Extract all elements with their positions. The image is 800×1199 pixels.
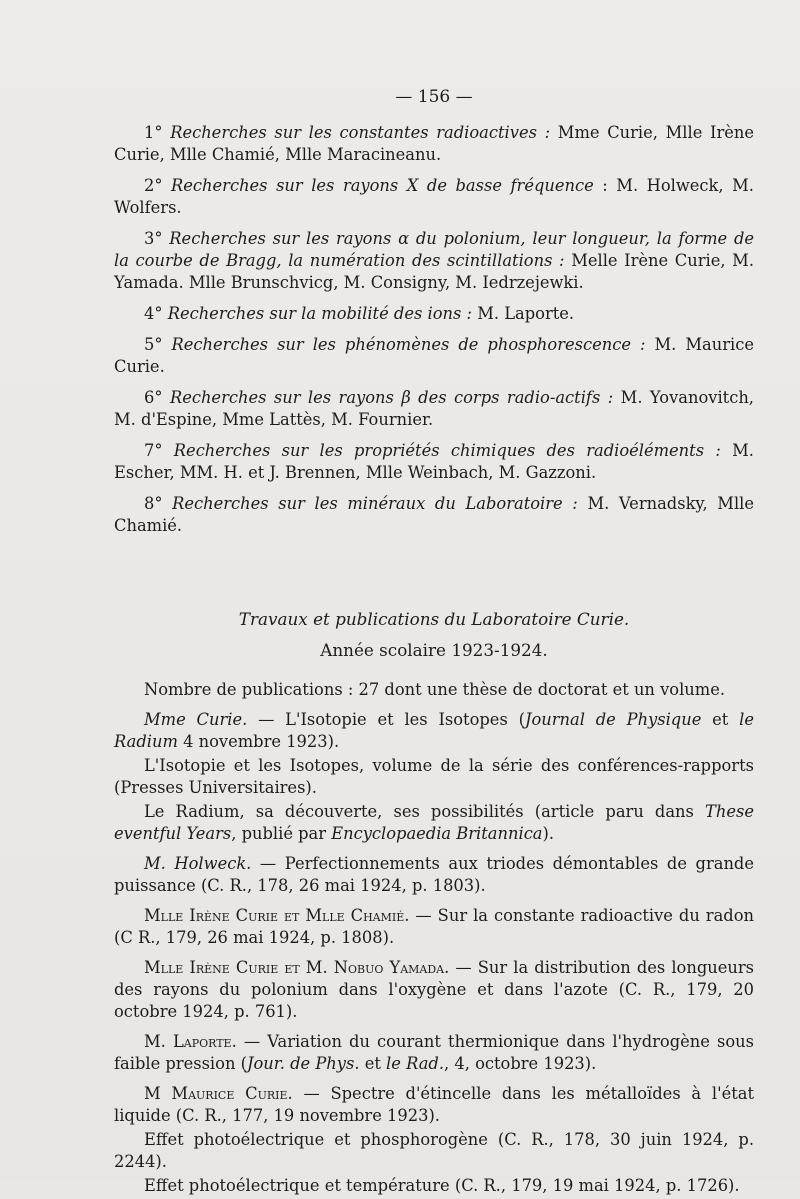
research-item — [114, 175, 754, 219]
item-title: Recherches sur les propriétés chimiques des radioéléments : — [173, 441, 721, 460]
section-title: Travaux et publications du Laboratoire Curie. — [238, 609, 630, 629]
section-gap — [114, 546, 754, 608]
pub-journal: le Rad. — [386, 1054, 445, 1073]
pub-text: — Sur la distribution des longueurs des rayons du polonium dans l'oxygène et dans l'azote (C. R., 179, 20 octobre 1924, p. 761). — [114, 958, 754, 1021]
item-title: Recherches sur les phénomènes de phosphorescence : — [171, 335, 646, 354]
pub-author: M. Laporte. — [144, 1032, 237, 1051]
pub-journal: Encyclopaedia Britannica — [331, 824, 543, 843]
item-title: Recherches sur les rayons β des corps radio-actifs : — [169, 388, 614, 407]
research-item — [114, 122, 754, 166]
pub-journal: Jour. de Phys. — [246, 1054, 360, 1073]
research-item — [114, 228, 754, 294]
page-content — [114, 86, 754, 1199]
pub-text: 4 novembre 1923). — [177, 732, 340, 751]
publication-entry — [114, 1031, 754, 1075]
pub-journal: le Radium — [114, 710, 754, 751]
item-title: Recherches sur les minéraux du Laboratoire : — [172, 494, 578, 513]
pub-text: — Variation du courant thermionique dans l'hydrogène sous faible pression ( — [114, 1032, 754, 1073]
item-number: 7° — [144, 441, 163, 460]
research-item — [114, 334, 754, 378]
pub-author: M Maurice Curie. — [144, 1084, 293, 1103]
pub-journal: Journal de Physique — [524, 710, 702, 729]
pub-text: Le Radium, sa découverte, ses possibilités (article paru dans — [144, 802, 706, 821]
item-number: 6° — [144, 388, 163, 407]
pub-text: — L'Isotopie et les Isotopes ( — [247, 710, 525, 729]
research-item — [114, 387, 754, 431]
research-item — [114, 440, 754, 484]
item-title: Recherches sur les constantes radioactives : — [170, 123, 551, 142]
pub-text: , publié par — [231, 824, 332, 843]
pub-text: et — [701, 710, 740, 729]
publication-entry — [114, 957, 754, 1023]
item-number: 5° — [144, 335, 163, 354]
item-people: : M. Holweck, M. Wolfers. — [114, 176, 754, 217]
pub-author: Mlle Irène Curie et M. Nobuo Yamada. — [144, 958, 450, 977]
pub-author: Mme Curie. — [144, 710, 248, 729]
item-number: 8° — [144, 494, 163, 513]
page-number: — 156 — — [395, 87, 473, 107]
item-number: 4° — [144, 304, 163, 323]
publication-entry — [114, 801, 754, 845]
item-title: Recherches sur les rayons X de basse fréquence — [171, 176, 594, 195]
research-list — [114, 122, 754, 537]
pub-text: — Sur la constante radioactive du radon (C R., 179, 26 mai 1924, p. 1808). — [114, 906, 754, 947]
section-year: Année scolaire 1923-1924. — [320, 640, 548, 660]
publication-entry: Effet photoélectrique et température (C. R., 179, 19 mai 1924, p. 1726). — [144, 1176, 740, 1195]
item-number: 3° — [144, 229, 163, 248]
pub-text: — Spectre d'étincelle dans les métalloïdes à l'état liquide (C. R., 177, 19 novembre 1923). — [114, 1084, 754, 1125]
publication-entry — [114, 709, 754, 753]
item-people: M. Maurice Curie. — [114, 335, 754, 376]
pub-text: , 4, octobre 1923). — [444, 1054, 597, 1073]
pub-title: These eventful Years — [114, 802, 754, 843]
research-item — [114, 303, 754, 325]
item-people: M. Vernadsky, Mlle Chamié. — [114, 494, 754, 535]
item-people: Melle Irène Curie, M. Yamada. Mlle Brunschvicg, M. Consigny, M. Iedrzejewki. — [114, 251, 754, 292]
pub-text: — Perfectionnements aux triodes démontables de grande puissance (C. R., 178, 26 mai 1924, p. 1803). — [114, 854, 754, 895]
item-title: Recherches sur les rayons α du polonium, leur longueur, la forme de la courbe de Bragg, la numération des scintillations : — [114, 229, 754, 270]
pub-author: Mlle Irène Curie et Mlle Chamié. — [144, 906, 410, 925]
publication-entry: L'Isotopie et les Isotopes, volume de la série des conférences-rapports (Presses Universitaires). — [114, 756, 754, 797]
publication-entry — [114, 853, 754, 897]
item-number: 2° — [144, 176, 163, 195]
pub-author: M. Holweck. — [144, 854, 252, 873]
pub-text: ). — [542, 824, 555, 843]
publication-entry — [114, 905, 754, 949]
item-people: M. Escher, MM. H. et J. Brennen, Mlle Weinbach, M. Gazzoni. — [114, 441, 754, 482]
publications-count: Nombre de publications : 27 dont une thèse de doctorat et un volume. — [144, 680, 726, 699]
item-people: M. Yovanovitch, M. d'Espine, Mme Lattès, M. Fournier. — [114, 388, 754, 429]
item-people: Mme Curie, Mlle Irène Curie, Mlle Chamié, Mlle Maracineanu. — [114, 123, 754, 164]
publication-entry — [114, 1083, 754, 1127]
item-people: M. Laporte. — [477, 304, 575, 323]
pub-text: et — [359, 1054, 387, 1073]
publication-entry: Effet photoélectrique et phosphorogène (C. R., 178, 30 juin 1924, p. 2244). — [114, 1130, 754, 1171]
research-item — [114, 493, 754, 537]
item-title: Recherches sur la mobilité des ions : — [167, 304, 472, 323]
item-number: 1° — [144, 123, 163, 142]
